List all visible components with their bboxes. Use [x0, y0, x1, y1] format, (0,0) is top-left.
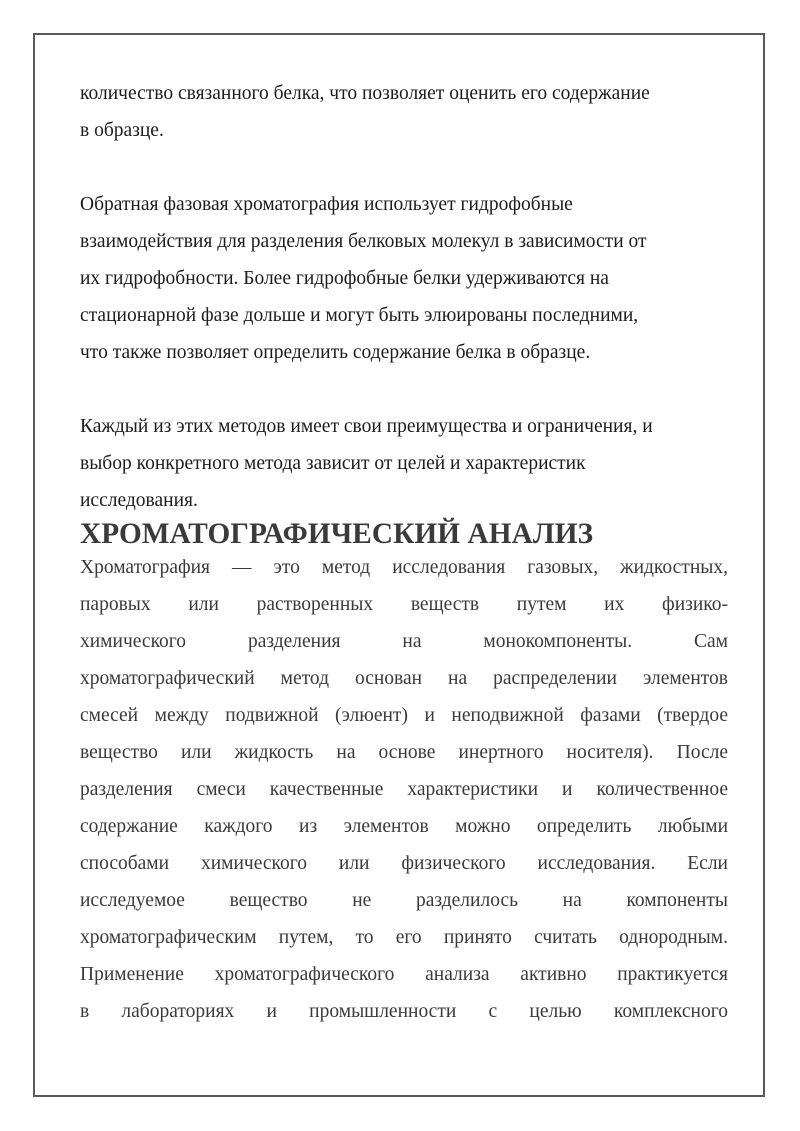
text-line: выбор конкретного метода зависит от целей и характеристик — [80, 453, 586, 474]
text-line: взаимодействия для разделения белковых молекул в зависимости от — [80, 231, 647, 252]
text-line: количество связанного белка, что позволяет оценить его содержание — [80, 83, 650, 104]
paragraph-bound-protein — [80, 75, 728, 149]
text-line: исследования. — [80, 490, 198, 511]
text-line: исследуемое вещество не разделилось на компоненты — [80, 890, 728, 911]
text-line: стационарной фазе дольше и могут быть элюированы последними, — [80, 305, 639, 326]
document-body — [80, 75, 728, 1030]
text-line: их гидрофобности. Более гидрофобные белки удерживаются на — [80, 268, 609, 289]
text-line: хроматографическим путем, то его принято считать однородным. — [80, 927, 728, 948]
text-line: разделения смеси качественные характеристики и количественное — [80, 779, 728, 800]
text-line: хроматографический метод основан на распределении элементов — [80, 668, 728, 689]
text-line: в образце. — [80, 120, 164, 141]
text-line: в лабораториях и промышленности с целью комплексного — [80, 1001, 728, 1022]
text-line: Каждый из этих методов имеет свои преимущества и ограничения, и — [80, 416, 653, 437]
text-line: Обратная фазовая хроматография использует гидрофобные — [80, 194, 573, 215]
text-line: способами химического или физического исследования. Если — [80, 853, 728, 874]
text-line: химического разделения на монокомпоненты. Сам — [80, 631, 728, 652]
text-line: паровых или растворенных веществ путем их физико- — [80, 594, 728, 615]
section-heading: ХРОМАТОГРАФИЧЕСКИЙ АНАЛИЗ — [80, 518, 594, 550]
text-line: вещество или жидкость на основе инертного носителя). После — [80, 742, 728, 763]
text-line: Применение хроматографического анализа активно практикуется — [80, 964, 728, 985]
text-line: Хроматография — это метод исследования газовых, жидкостных, — [80, 557, 728, 578]
paragraph-methods-summary — [80, 408, 728, 519]
document-page — [33, 33, 765, 1097]
paragraph-chromatography-definition — [80, 549, 728, 1030]
paragraph-reverse-phase — [80, 186, 728, 371]
text-line: содержание каждого из элементов можно определить любыми — [80, 816, 728, 837]
text-line: смесей между подвижной (элюент) и неподвижной фазами (твердое — [80, 705, 728, 726]
text-line: что также позволяет определить содержание белка в образце. — [80, 342, 591, 363]
